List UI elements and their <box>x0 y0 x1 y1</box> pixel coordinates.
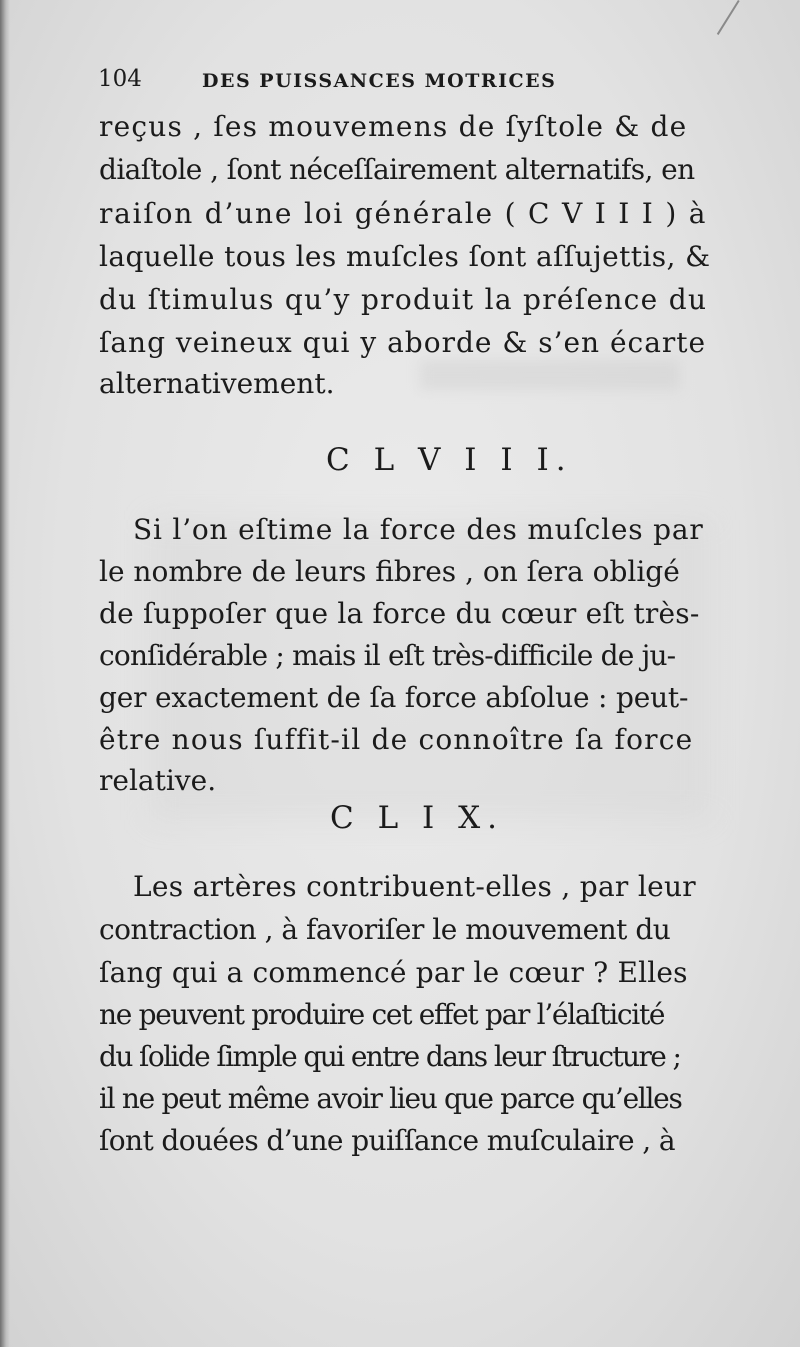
show-through-shadow <box>420 360 680 390</box>
text-line: relative. <box>99 764 217 797</box>
page-binding-edge <box>0 0 10 1347</box>
running-title: DES PUISSANCES MOTRICES <box>202 70 557 92</box>
text-line: conſidérable ; mais il eſt très-difficile de ju- <box>99 639 676 672</box>
page-corner-mark <box>717 0 740 35</box>
text-line: ſang qui a commencé par le cœur ? Elles <box>99 956 688 989</box>
text-line: du ſolide ſimple qui entre dans leur ſtructure ; <box>99 1040 681 1073</box>
text-line: il ne peut même avoir lieu que parce qu’elles <box>99 1082 682 1115</box>
text-line: ſont douées d’une puiſſance muſculaire , à <box>99 1124 675 1157</box>
text-line: alternativement. <box>99 367 335 400</box>
text-line: reçus , ſes mouvemens de ſyſtole & de <box>99 110 688 143</box>
section-heading-clviii: C L V I I I. <box>326 442 573 478</box>
text-line: ne peuvent produire cet effet par l’élaſticité <box>99 998 665 1031</box>
text-line: ſang veineux qui y aborde & s’en écarte <box>99 326 707 359</box>
text-line: de ſuppoſer que la force du cœur eſt très- <box>99 597 700 630</box>
text-line: Si l’on eſtime la force des muſcles par <box>133 513 704 546</box>
text-line: Les artères contribuent-elles , par leur <box>133 870 696 903</box>
page-number: 104 <box>98 66 142 92</box>
section-heading-clix: C L I X. <box>330 800 505 836</box>
text-line: diaſtole , ſont néceſſairement alternatifs, en <box>99 153 695 186</box>
text-line: ger exactement de ſa force abſolue : peut- <box>99 681 689 714</box>
text-line: laquelle tous les muſcles ſont aſſujettis, & <box>99 240 711 273</box>
text-line: contraction , à favoriſer le mouvement du <box>99 913 671 946</box>
text-line: raiſon d’une loi générale ( C V I I I ) à <box>99 197 708 230</box>
text-line: le nombre de leurs fibres , on ſera obligé <box>99 555 680 588</box>
text-line: être nous ſuffit-il de connoître ſa force <box>99 723 694 756</box>
text-line: du ſtimulus qu’y produit la préſence du <box>99 283 708 316</box>
